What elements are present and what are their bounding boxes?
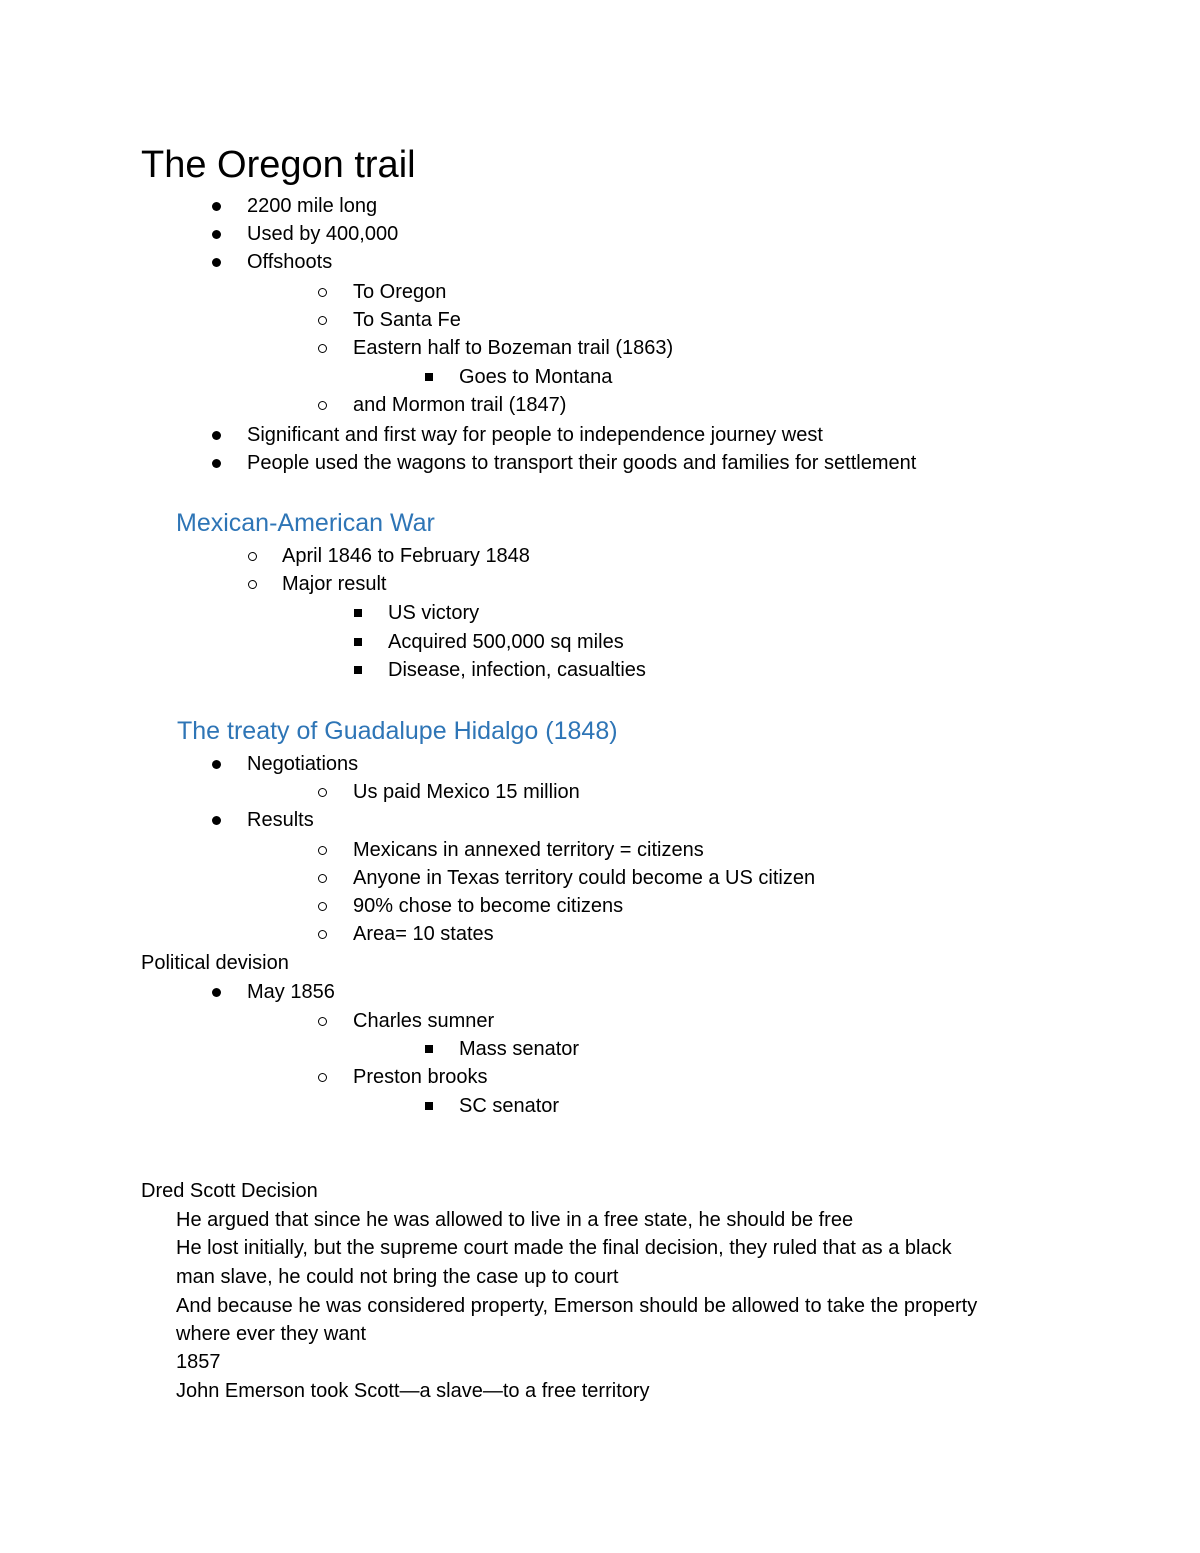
paragraph-line: And because he was considered property, Emerson should be allowed to take the property (176, 1295, 978, 1317)
bullet-circle (318, 344, 327, 353)
paragraph-line: man slave, he could not bring the case up to court (176, 1266, 619, 1288)
list-item: Major result (282, 573, 387, 595)
bullet-disc (212, 988, 221, 997)
bullet-circle (248, 580, 257, 589)
list-item: 2200 mile long (247, 195, 378, 217)
list-item: Area= 10 states (353, 923, 494, 945)
bullet-disc (212, 258, 221, 267)
bullet-square (425, 1045, 433, 1053)
list-item: Us paid Mexico 15 million (353, 781, 580, 803)
list-item: To Oregon (353, 281, 447, 303)
list-item: May 1856 (247, 981, 335, 1003)
list-item: Results (247, 809, 314, 831)
list-item: Significant and first way for people to independence journey west (247, 424, 823, 446)
bullet-circle (318, 1073, 327, 1082)
list-item: Mass senator (459, 1038, 580, 1060)
section-heading-political: Political devision (141, 952, 289, 974)
list-item: To Santa Fe (353, 309, 461, 331)
bullet-square (425, 1102, 433, 1110)
list-item: Mexicans in annexed territory = citizens (353, 839, 704, 861)
bullet-disc (212, 431, 221, 440)
bullet-disc (212, 760, 221, 769)
section-heading-dred-scott: Dred Scott Decision (141, 1180, 318, 1202)
list-item: Used by 400,000 (247, 223, 399, 245)
list-item: Offshoots (247, 251, 333, 273)
bullet-circle (318, 930, 327, 939)
paragraph-line: where ever they want (176, 1323, 367, 1345)
paragraph-line: He argued that since he was allowed to live in a free state, he should be free (176, 1209, 854, 1231)
list-item: Acquired 500,000 sq miles (388, 631, 624, 653)
list-item: SC senator (459, 1095, 560, 1117)
section-heading-war: Mexican-American War (176, 509, 435, 537)
bullet-square (354, 609, 362, 617)
list-item: Charles sumner (353, 1010, 495, 1032)
list-item: Goes to Montana (459, 366, 613, 388)
bullet-circle (318, 874, 327, 883)
list-item: US victory (388, 602, 480, 624)
list-item: Eastern half to Bozeman trail (1863) (353, 337, 674, 359)
list-item: April 1846 to February 1848 (282, 545, 530, 567)
section-heading-treaty: The treaty of Guadalupe Hidalgo (1848) (177, 717, 618, 745)
paragraph-line: He lost initially, but the supreme court made the final decision, they ruled that as a black (176, 1237, 952, 1259)
bullet-circle (318, 902, 327, 911)
paragraph-line: John Emerson took Scott—a slave—to a free territory (176, 1380, 650, 1402)
bullet-square (354, 666, 362, 674)
bullet-square (354, 638, 362, 646)
bullet-disc (212, 459, 221, 468)
list-item: Negotiations (247, 753, 359, 775)
list-item: Preston brooks (353, 1066, 488, 1088)
bullet-circle (248, 552, 257, 561)
bullet-disc (212, 230, 221, 239)
list-item: and Mormon trail (1847) (353, 394, 567, 416)
bullet-circle (318, 788, 327, 797)
bullet-circle (318, 846, 327, 855)
bullet-circle (318, 1017, 327, 1026)
bullet-disc (212, 816, 221, 825)
list-item: 90% chose to become citizens (353, 895, 624, 917)
list-item: People used the wagons to transport their goods and families for settlement (247, 452, 917, 474)
list-item: Disease, infection, casualties (388, 659, 646, 681)
bullet-circle (318, 401, 327, 410)
page-title: The Oregon trail (141, 144, 416, 186)
list-item: Anyone in Texas territory could become a US citizen (353, 867, 816, 889)
bullet-circle (318, 288, 327, 297)
paragraph-line: 1857 (176, 1351, 221, 1373)
bullet-circle (318, 316, 327, 325)
bullet-disc (212, 202, 221, 211)
bullet-square (425, 373, 433, 381)
